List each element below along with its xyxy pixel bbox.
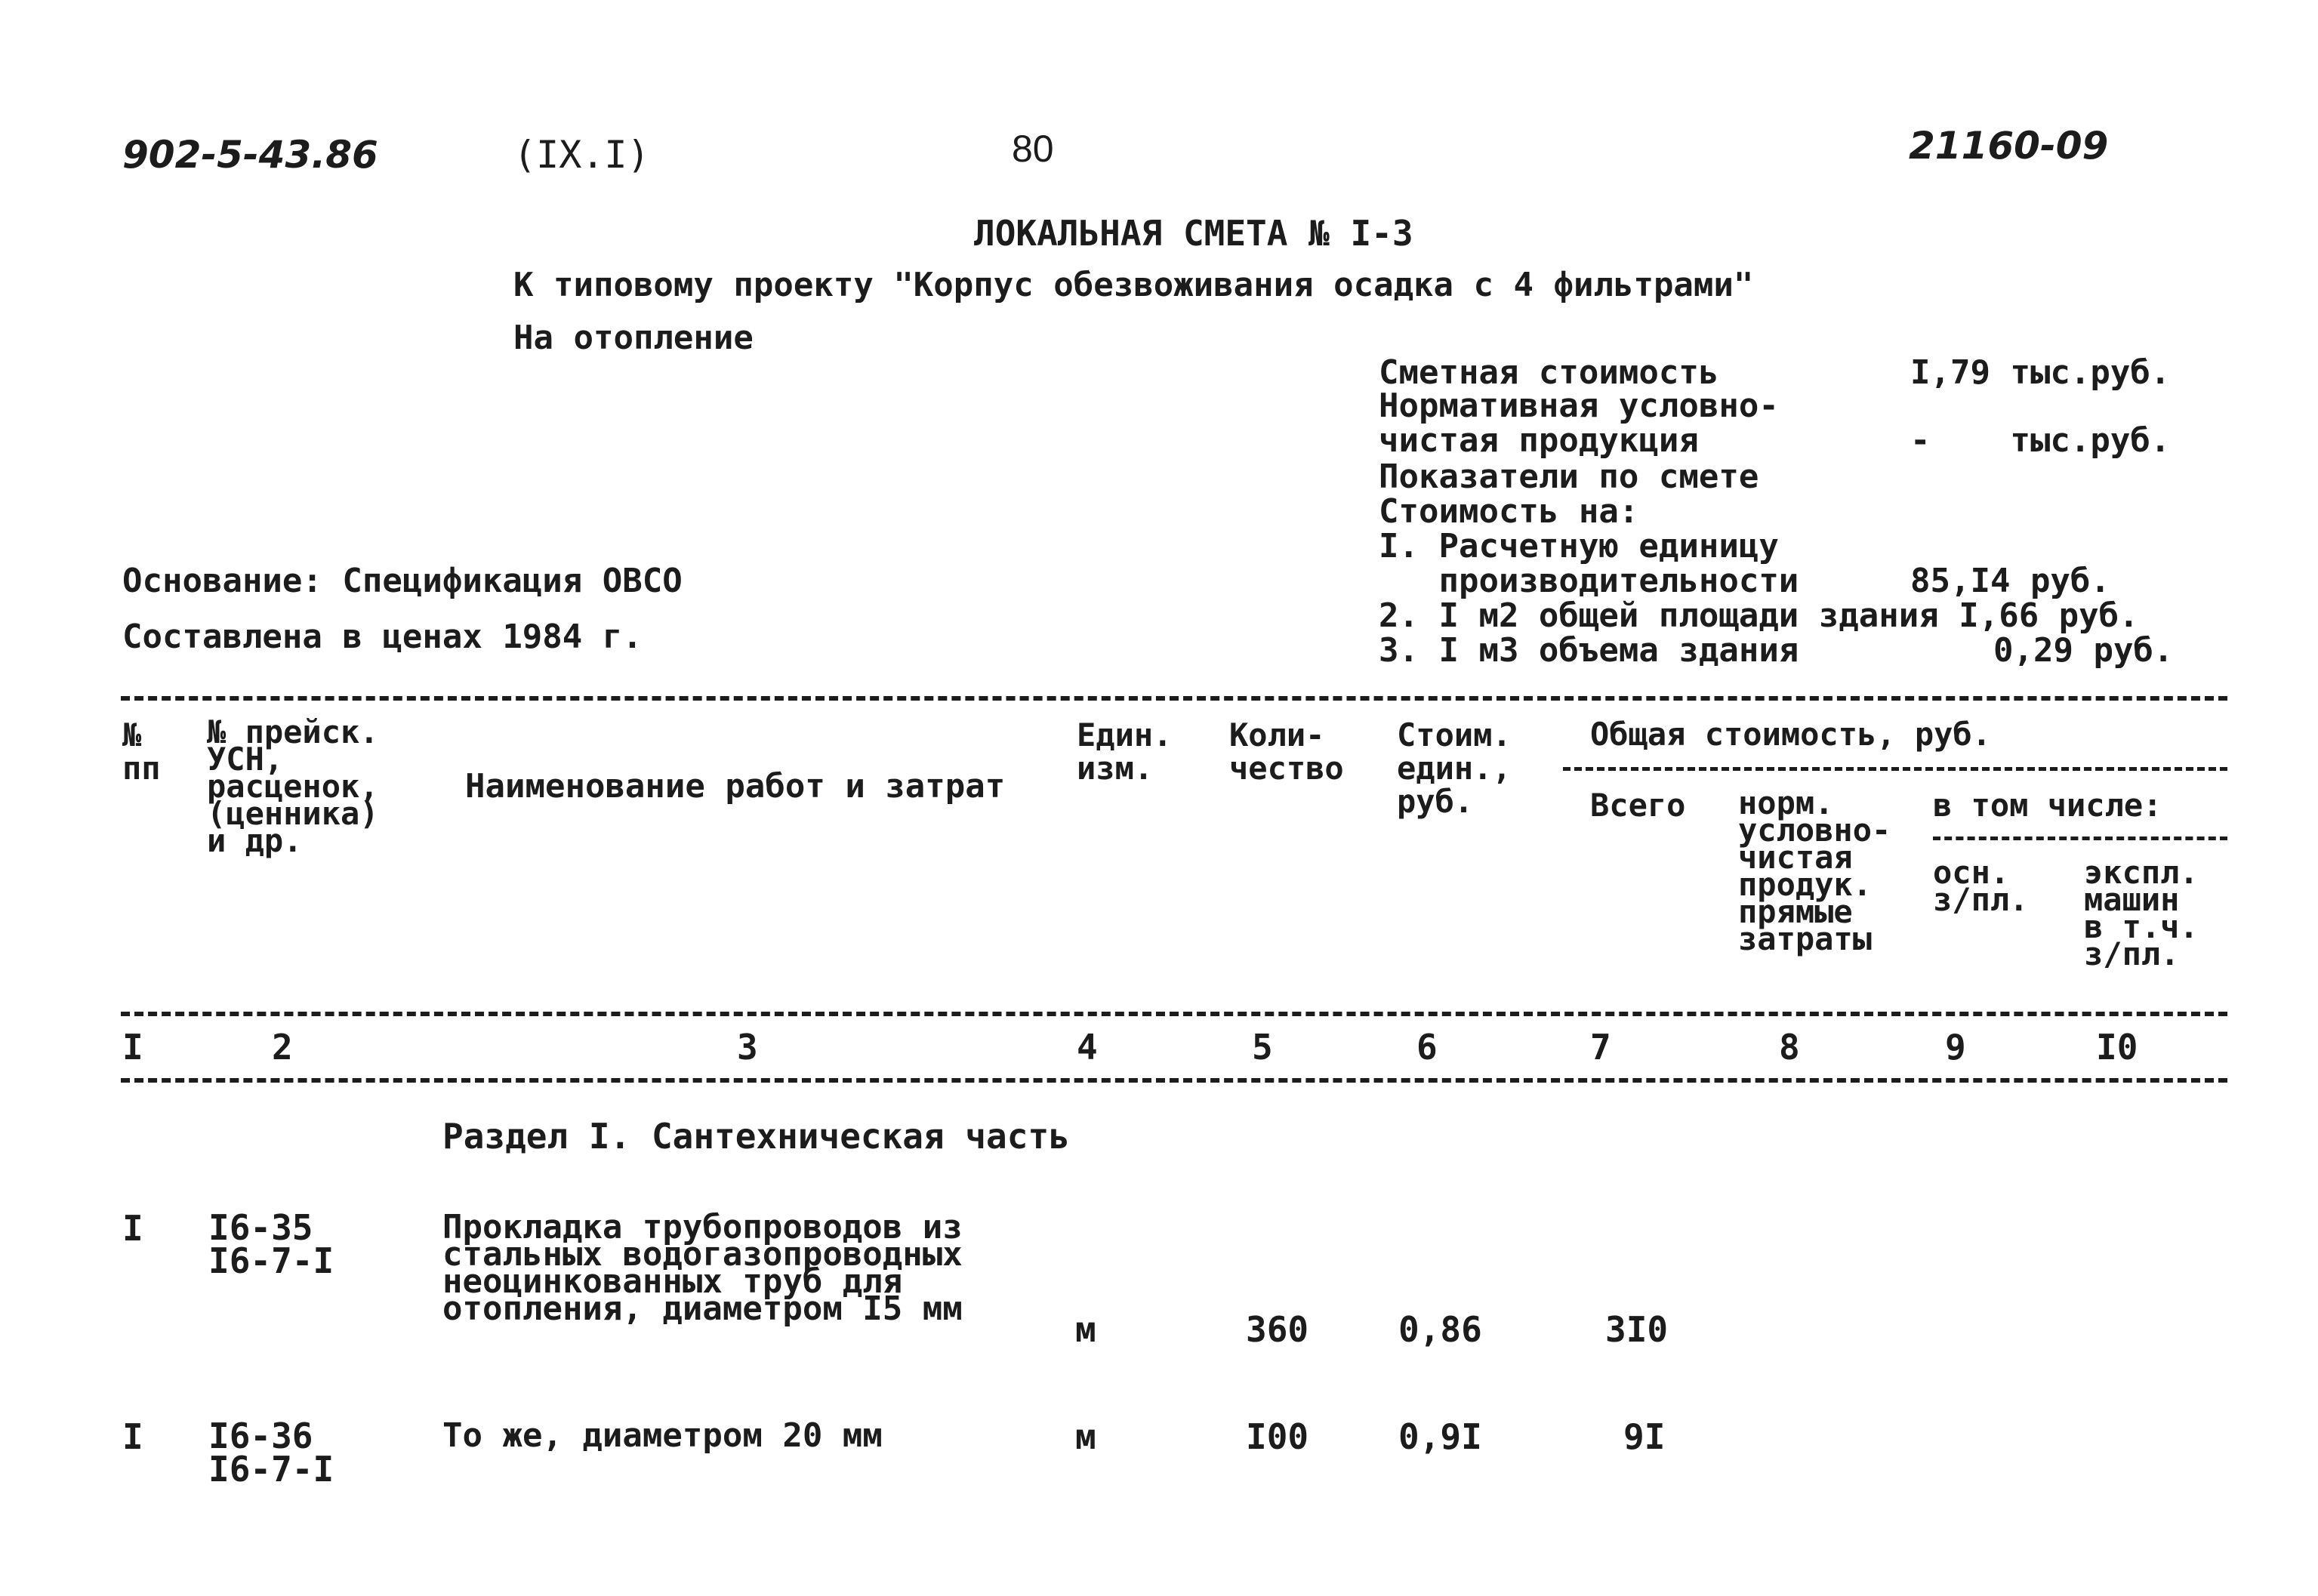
cost-on-label: Стоимость на:: [1379, 492, 1639, 531]
col-header-unit: Един. изм.: [1077, 716, 1173, 787]
row-unit: м: [1075, 1309, 1096, 1350]
row-quantity: I00: [1246, 1416, 1309, 1457]
col-header-unit-price: Стоим. един., руб.: [1397, 716, 1512, 820]
estimate-title: ЛОКАЛЬНАЯ СМЕТА № I-3: [974, 213, 1413, 254]
document-code: 902-5-43.86: [122, 133, 378, 177]
basis-line: Основание: Спецификация ОВСО: [122, 562, 683, 600]
row-name: Прокладка трубопроводов из стальных водогазопроводных неоцинкованных труб для отопления, диаметром I5 мм: [442, 1208, 963, 1328]
row-unit: м: [1075, 1416, 1096, 1457]
row-number: I: [122, 1208, 143, 1249]
estimate-purpose: На отопление: [513, 319, 754, 357]
column-number: 5: [1252, 1027, 1273, 1068]
column-number: 9: [1945, 1027, 1966, 1068]
incl-group-rule: [1933, 837, 2227, 840]
col-header-norm: норм. условно- чистая продук. прямые затраты: [1738, 784, 1891, 957]
column-number: 2: [272, 1027, 293, 1068]
col-header-code: № прейск. УСН, расценок, (ценника) и др.: [207, 713, 379, 859]
column-number: 3: [737, 1027, 758, 1068]
project-title: К типовому проекту "Корпус обезвоживания осадка с 4 фильтрами": [513, 266, 1754, 304]
cost-label: Сметная стоимость: [1379, 353, 1719, 392]
row-number: I: [122, 1416, 143, 1457]
col-header-total-group: Общая стоимость, руб.: [1590, 716, 1992, 753]
row-unit-price: 0,9I: [1398, 1416, 1482, 1457]
norm-label-2: чистая продукция: [1379, 421, 1699, 460]
unit-cost-label-2: производительности: [1379, 562, 1799, 600]
column-number: 7: [1590, 1027, 1611, 1068]
unit-cost-label-1: I. Расчетную единицу: [1379, 527, 1779, 565]
row-quantity: 360: [1246, 1309, 1309, 1350]
volume-cost-label: 3. I м3 объема здания: [1379, 631, 1799, 670]
section-code: (IX.I): [513, 133, 650, 177]
norm-value: - тыс.руб.: [1910, 421, 2171, 460]
table-header-bottom-rule: [121, 1012, 2227, 1016]
table-top-rule: [121, 696, 2227, 701]
price-base-line: Составлена в ценах 1984 г.: [122, 618, 643, 656]
column-numbers-rule: [121, 1078, 2227, 1083]
row-name: То же, диаметром 20 мм: [442, 1416, 883, 1455]
inventory-number: 21160-09: [1909, 124, 2109, 168]
col-header-machines: экспл. машин в т.ч. з/пл.: [2084, 854, 2199, 972]
column-number: I: [122, 1027, 143, 1068]
col-header-total: Всего: [1590, 787, 1686, 824]
column-number: 6: [1416, 1027, 1438, 1068]
col-header-num: № пп: [122, 716, 161, 787]
volume-cost-value: 0,29 руб.: [1993, 631, 2174, 670]
norm-label-1: Нормативная условно-: [1379, 387, 1779, 425]
cost-value: I,79 тыс.руб.: [1910, 353, 2171, 392]
column-number: 4: [1077, 1027, 1098, 1068]
section-title: Раздел I. Сантехническая часть: [442, 1116, 1070, 1157]
row-total: 3I0: [1605, 1309, 1669, 1350]
row-code: I6-35 I6-7-I: [208, 1207, 334, 1281]
area-cost-line: 2. I м2 общей площади здания I,66 руб.: [1379, 596, 2139, 635]
row-code: I6-36 I6-7-I: [208, 1416, 334, 1490]
total-group-rule: [1563, 767, 2227, 771]
col-header-wages: осн. з/пл.: [1933, 854, 2029, 918]
column-number: I0: [2096, 1027, 2138, 1068]
row-unit-price: 0,86: [1398, 1309, 1482, 1350]
row-total: 9I: [1623, 1416, 1666, 1457]
col-header-name: Наименование работ и затрат: [465, 767, 1006, 806]
col-header-incl-group: в том числе:: [1933, 787, 2162, 824]
page-number: 80: [1012, 128, 1054, 170]
unit-cost-value: 85,I4 руб.: [1910, 562, 2110, 600]
col-header-qty: Коли- чество: [1229, 716, 1344, 787]
column-number: 8: [1779, 1027, 1800, 1068]
indicators-label: Показатели по смете: [1379, 458, 1759, 496]
